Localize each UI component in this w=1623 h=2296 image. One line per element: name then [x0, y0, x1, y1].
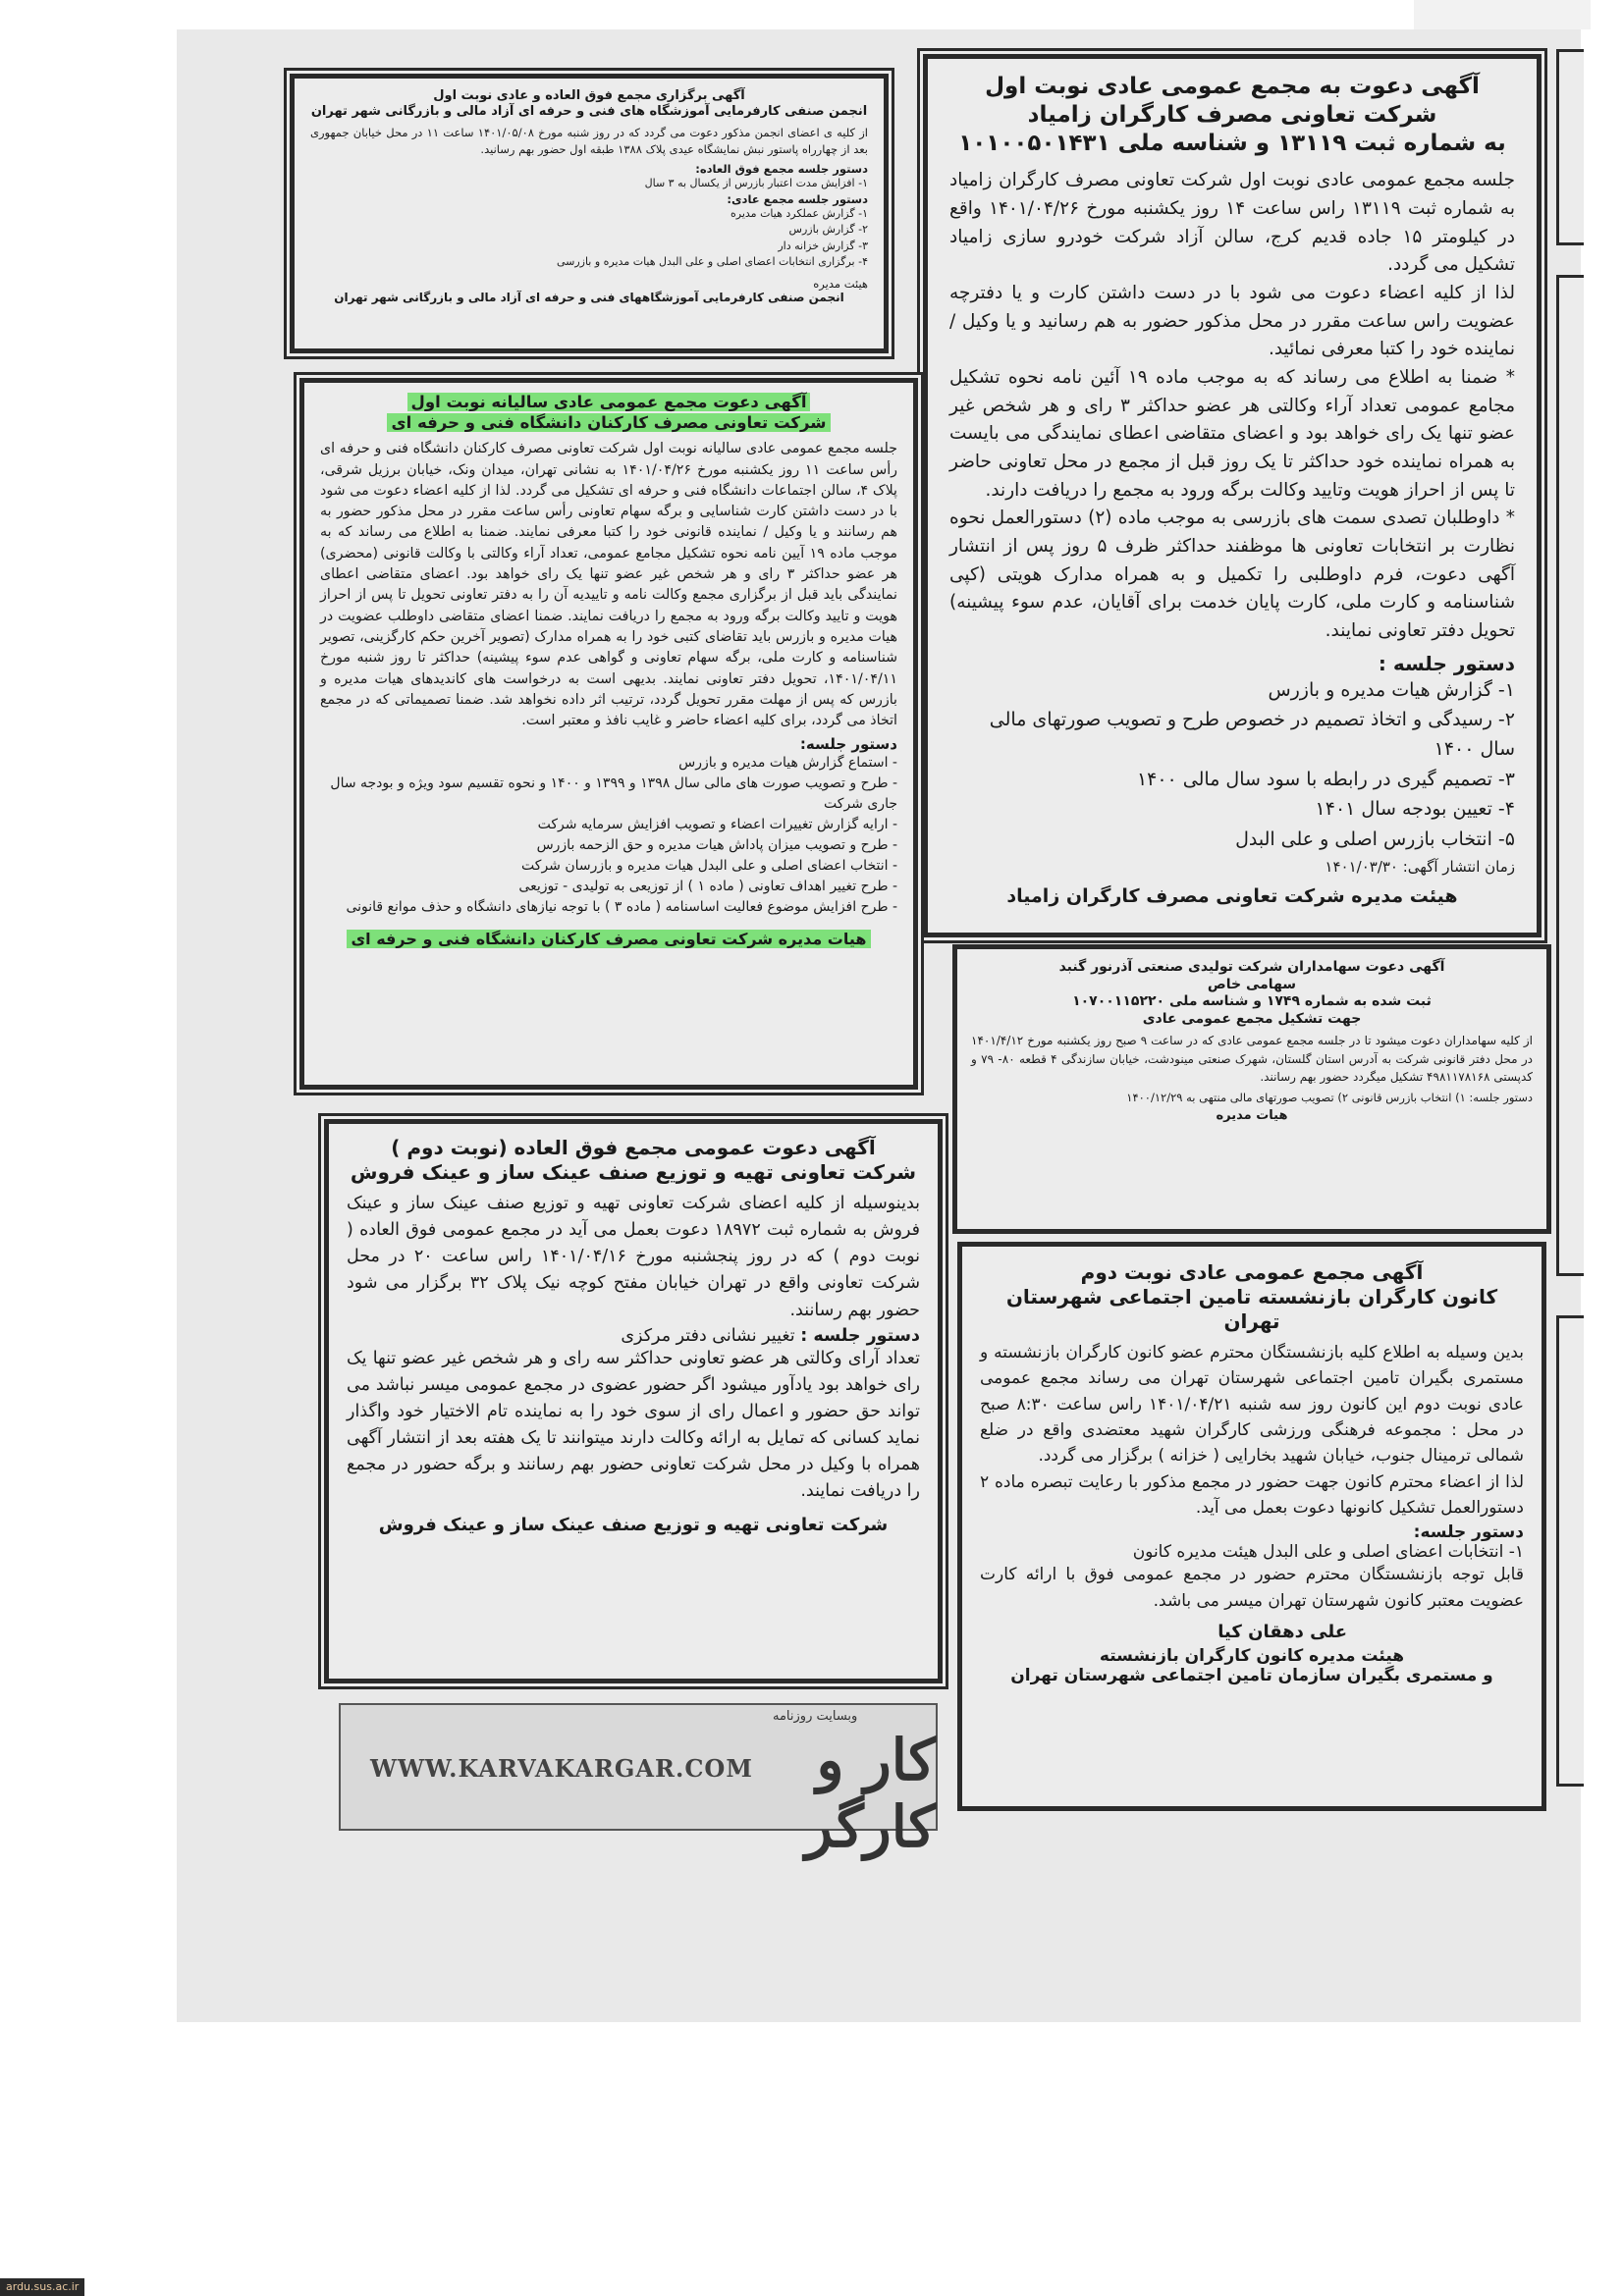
scan-edge [1414, 0, 1591, 29]
ad-signature: هیات مدیره [1216, 1107, 1288, 1123]
ad-subtitle: کانون کارگران بازنشسته تامین اجتماعی شهرستان تهران [1005, 1285, 1498, 1333]
agenda-list [310, 206, 868, 271]
agenda-item: ۱- انتخابات اعضای اصلی و علی البدل هیئت مدیره کانون [1132, 1542, 1524, 1563]
ad-retired-workers-association [957, 1242, 1546, 1811]
ad-body: از کلیه سهامداران دعوت میشود تا در جلسه مجمع عمومی عادی که در ساعت ۹ صبح روز یکشنبه مورخ ۱۴۰۱/۴/۱۲ در محل دفتر قانونی شرکت به آدرس استان گلستان، شهرک صنعتی مینودشت، خیابان سازندگی ۴ قطعه ۸۰- ۷۹ و کدپستی ۴۹۸۱۱۷۸۱۶۸ تشکیل میگردد حضور بهم رسانند. [971, 1034, 1533, 1085]
ad-title: آگهی دعوت سهامداران شرکت تولیدی صنعتی آذرنور گنبد سهامی خاص ثبت شده به شماره ۱۷۴۹ و شناسه ملی ۱۰۷۰۰۱۱۵۲۲۰ جهت تشکیل مجمع عمومی عادی [1058, 959, 1445, 1027]
newspaper-logo: کار و کارگر [805, 1727, 936, 1860]
agenda-title: دستور جلسه: [799, 735, 897, 754]
ad-title: آگهی دعوت عمومی مجمع فوق العاده (نوبت دوم ) [391, 1136, 876, 1159]
ad-subtitle: شرکت تعاونی تهیه و توزیع صنف عینک ساز و عینک فروش [350, 1160, 917, 1184]
highlighted-signature: هیات مدیره شرکت تعاونی مصرف کارکنان دانشگاه فنی و حرفه ای [347, 930, 870, 948]
agenda-title: دستور جلسه : [1378, 651, 1515, 675]
ad-signature: هیئت مدیره کانون کارگران بازنشسته و مستمری بگیران سازمان تامین اجتماعی شهرستان تهران [1010, 1646, 1493, 1686]
ad-body: از کلیه ی اعضای انجمن مذکور دعوت می گردد که در روز شنبه مورخ ۱۴۰۱/۰۵/۰۸ ساعت ۱۱ در محل خیابان جمهوری بعد از چهارراه پاستور نبش نمایشگاه عیدی پلاک ۱۳۸۸ طبقه اول حضور بهم رسانید. [310, 125, 868, 157]
agenda-list [949, 675, 1515, 854]
site-watermark: ardu.sus.ac.ir [0, 2278, 84, 2296]
adjacent-ad-fragment [1556, 1315, 1584, 1787]
agenda-title: دستور جلسه مجمع فوق العاده: [695, 162, 868, 177]
agenda-item: - انتخاب اعضای اصلی و علی البدل هیات مدیره و بازرسان شرکت [521, 858, 897, 875]
ad-body: بدین وسیله به اطلاع کلیه بازنشستگان محترم عضو کانون کارگران بازنشسته و مستمری بگیران تامین اجتماعی شهرستان تهران می رساند مجمع عمومی عادی نوبت دوم این کانون روز سه شنبه ۱۴۰۱/۰۴/۲۱ راس ساعت ۸:۳۰ صبح در محل : مجموعه فرهنگی ورزشی کارگران شهید معتضدی واقع در ضلع شمالی ترمینال جنوب، خیابان شهید بخارایی ( خزانه ) برگزار می گردد. لذا از اعضاء محترم کانون جهت حضور در مجمع مذکور با رعایت تبصره ماده ۲ دستورالعمل تشکیل کانونها دعوت بعمل می آید. [980, 1343, 1524, 1519]
agenda-item: - ارایه گزارش تغییرات اعضاء و تصویب افزایش سرمایه شرکت [537, 817, 897, 833]
agenda-title: دستور جلسه مجمع عادی: [727, 191, 868, 206]
ad-optician-cooperative [324, 1119, 943, 1683]
ad-signature: شرکت تعاونی تهیه و توزیع صنف عینک ساز و عینک فروش [378, 1515, 889, 1536]
adjacent-ad-fragment [1556, 49, 1584, 245]
highlighted-title: آگهی دعوت مجمع عمومی عادی سالیانه نوبت اول [407, 393, 811, 411]
ad-signature [320, 930, 897, 948]
signature-label: هیئت مدیره [813, 276, 868, 291]
agenda-item: ۳- گزارش خزانه دار [778, 239, 868, 252]
agenda-list [320, 753, 897, 918]
ad-zamyad-cooperative [923, 54, 1542, 937]
agenda-item: - طرح و تصویب میزان پاداش هیات مدیره و حق الزحمه بازرس [536, 837, 897, 854]
agenda-line [347, 1326, 920, 1346]
agenda-item: ۴- تعیین بودجه سال ۱۴۰۱ [1315, 798, 1515, 821]
newspaper-website-banner [339, 1703, 938, 1860]
agenda-item: ۲- رسیدگی و اتخاذ تصمیم در خصوص طرح و تصویب صورتهای مالی سال ۱۴۰۰ [989, 709, 1515, 761]
agenda-item: ۱- گزارش هیات مدیره و بازرس [1268, 678, 1515, 701]
ad-title: آگهی مجمع عمومی عادی نوبت دوم [1080, 1260, 1424, 1284]
agenda-item: ۵- انتخاب بازرس اصلی و علی البدل [1235, 828, 1515, 850]
adjacent-column-edge [1554, 39, 1584, 1787]
agenda-item: ۲- گزارش بازرس [788, 223, 868, 237]
banner-label: وبسایت روزنامه [773, 1709, 858, 1724]
ad-signature: انجمن صنفی کارفرمایی آموزشگاههای فنی و حرفه ای آزاد مالی و بازرگانی شهر تهران [334, 290, 844, 304]
agenda-item: ۳- تصمیم گیری در رابطه با سود سال مالی ۱۴۰۰ [1136, 768, 1515, 790]
ad-title: آگهی برگزاری مجمع فوق العاده و عادی نوبت اول انجمن صنفی کارفرمایی آموزشگاه های فنی و حرفه ای آزاد مالی و بازرگانی شهر تهران [310, 88, 868, 120]
agenda-item: ۱- گزارش عملکرد هیات مدیره [730, 206, 868, 220]
ad-signature: هیئت مدیره شرکت تعاونی مصرف کارگران زامیاد [1006, 885, 1458, 908]
ad-title [320, 393, 897, 433]
agenda-item: - طرح تغییر اهداف تعاونی ( ماده ۱ ) از توزیعی به تولیدی - توزیعی [518, 879, 897, 895]
agenda-item: ۱- افزایش مدت اعتبار بازرس از یکسال به ۳ سال [644, 177, 868, 190]
agenda-item: ۴- برگزاری انتخابات اعضای اصلی و علی البدل هیات مدیره و بازرسی [556, 255, 868, 269]
ad-azarnour-shareholders [952, 944, 1551, 1234]
signer-name: علی دهقان کیا [1217, 1622, 1347, 1643]
highlighted-subtitle: شرکت تعاونی مصرف کارکنان دانشگاه فنی و حرفه ای [387, 413, 830, 432]
ad-technical-schools-association [290, 74, 889, 353]
adjacent-ad-fragment [1556, 275, 1584, 1276]
agenda-list [310, 176, 868, 192]
agenda-text: دستور جلسه: ۱) انتخاب بازرس قانونی ۲) تصویب صورتهای مالی منتهی به ۱۴۰۰/۱۲/۲۹ [1126, 1090, 1533, 1104]
publish-date: زمان انتشار آگهی: ۱۴۰۱/۰۳/۳۰ [1325, 858, 1515, 877]
ad-title: آگهی دعوت به مجمع عمومی عادی نوبت اول شرکت تعاونی مصرف کارگران زامیاد به شماره ثبت ۱۳۱۱۹ و شناسه ملی ۱۰۱۰۰۵۰۱۴۳۱ [958, 74, 1506, 156]
agenda-item: - طرح افزایش موضوع فعالیت اساسنامه ( ماده ۳ ) با توجه نیازهای دانشگاه و حذف موانع قانونی [346, 899, 897, 916]
website-url[interactable]: WWW.KARVAKARGAR.COM [370, 1754, 753, 1783]
ad-body: جلسه مجمع عمومی عادی نوبت اول شرکت تعاونی مصرف کارگران زامیاد به شماره ثبت ۱۳۱۱۹ راس ساعت ۱۴ روز یکشنبه مورخ ۱۴۰۱/۰۴/۲۶ واقع در کیلومتر ۱۵ جاده قدیم کرج، سالن آزاد شرکت خودرو سازی زامیاد تشکیل می گردد. لذا از کلیه اعضاء دعوت می شود با در دست داشتن کارت و یا دفترچه عضویت راس ساعت مقرر در محل مذکور حضور به هم رسانید و یا وکیل / نماینده خود را کتبا معرفی نمائید. * ضمنا به اطلاع می رساند که به موجب ماده ۱۹ آئین نامه نحوه تشکیل مجامع عمومی تعداد آراء وکالتی هر عضو حداکثر ۳ رای و هر شخص غیر عضو تنها یک رای خواهد بود و اعضای متقاضی اعطای نمایندگی می بایست به همراه نماینده خود حداکثر تا یک روز قبل از مجمع در محل تعاونی حاضر تا پس از احراز هویت وتایید وکالت برگه ورود به مجمع را دریافت دارند. * داوطلبان تصدی سمت های بازرسی به موجب ماده (۲) دستورالعمل نحوه نظارت بر انتخابات تعاونی ها موظفند حداکثر ظرف ۵ روز پس از انتشار آگهی دعوت، فرم داوطلبی را تکمیل و به همراه مدارک هویتی (کپی شناسنامه و کارت ملی، کارت پایان خدمت برای آقایان، عدم سوء پیشینه) تحویل دفتر تعاونی نمایند. [949, 170, 1515, 641]
ad-body-2: تعداد آرای وکالتی هر عضو تعاونی حداکثر سه رای و هر شخص غیر عضو تنها یک رای خواهد بود یادآور میشود اگر حضور عضوی در مجمع عمومی میسر نباشد می تواند حق حضور و اعمال رای از سوی خود را به نماینده تام الاختیار خود واگذار نماید کسانی که تمایل به ارائه وکالت دارند میتوانند تا یک هفته بعد از انتشار آگهی همراه با وکیل در محل شرکت تعاونی حضور بهم رسانند و برگه حضور در مجمع را دریافت نمایند. [347, 1348, 920, 1502]
agenda-item: - استماع گزارش هیات مدیره و بازرس [678, 755, 897, 772]
agenda-label: دستور جلسه : [800, 1325, 920, 1346]
ad-body-2: قابل توجه بازنشستگان محترم حضور در مجمع عمومی فوق با ارائه کارت عضویت معتبر کانون شهرستان تهران میسر می باشد. [980, 1565, 1524, 1611]
agenda-item: تغییر نشانی دفتر مرکزی [621, 1325, 795, 1346]
ad-university-cooperative [299, 378, 918, 1090]
ad-body: جلسه مجمع عمومی عادی سالیانه نوبت اول شرکت تعاونی مصرف کارکنان دانشگاه فنی و حرفه ای رأس ساعت ۱۱ روز یکشنبه مورخ ۱۴۰۱/۰۴/۲۶ به نشانی تهران، میدان ونک، خیابان برزیل شرقی، پلاک ۴، سالن اجتماعات دانشگاه فنی و حرفه ای تشکیل می گردد. لذا از کلیه اعضاء دعوت می شود با در دست داشتن کارت شناسایی و برگه سهام تعاونی رأس ساعت مقرر در محل مذکور حضور به هم رسانند و یا وکیل / نماینده قانونی خود را کتبا معرفی نمایند. ضمنا به اطلاع می رساند که به موجب ماده ۱۹ آیین نامه نحوه تشکیل مجامع عمومی، تعداد آراء وکالتی با وکالت قانونی (محضری) هر عضو حداکثر ۳ رای و هر شخص غیر عضو تنها یک رای خواهد بود. اعضای متقاضی اعطای نمایندگی باید قبل از برگزاری مجمع وکالت نامه و تاییدیه آن را به دفتر تعاونی تحویل تا پس از احراز هویت و تایید وکالت برگه ورود به مجمع را دریافت نمایند. ضمنا اعضای متقاضی داوطلب عضویت در هیات مدیره و بازرس باید تقاضای کتبی خود را به همراه مدارک (تصویر آخرین حکم کارگزینی، تصویر شناسنامه و کارت ملی، برگه سهام تعاونی و گواهی عدم سوء پیشینه) حداکثر تا روز شنبه مورخ ۱۴۰۱/۰۴/۱۱، تحویل دفتر تعاونی نمایند. بدیهی است به درخواست های کاندیدهای هیات مدیره و بازرس که پس از مهلت مقرر تحویل گردد، ترتیب اثر داده نخواهد شد. ضمنا تصمیماتی که در مجمع اتخاذ می گردد، برای کلیه اعضاء حاضر و غایب نافذ و معتبر است. [320, 441, 897, 729]
agenda-item: - طرح و تصویب صورت های مالی سال ۱۳۹۸ و ۱۳۹۹ و ۱۴۰۰ و نحوه تقسیم سود ویژه و بودجه سال جاری شرکت [330, 775, 897, 813]
ad-body: بدینوسیله از کلیه اعضای شرکت تعاونی تهیه و توزیع صنف عینک ساز و عینک فروش به شماره ثبت ۱۸۹۷۲ دعوت بعمل می آید در مجمع عمومی فوق العاده ( نوبت دوم ) که در روز پنجشنبه مورخ ۱۴۰۱/۰۴/۱۶ راس ساعت ۲۰ در محل شرکت تعاونی واقع در تهران خیابان مفتح کوچه نیک پلاک ۳۲ برگزار می شود حضور بهم رسانند. [347, 1194, 921, 1320]
agenda-title: دستور جلسه: [1413, 1522, 1524, 1543]
